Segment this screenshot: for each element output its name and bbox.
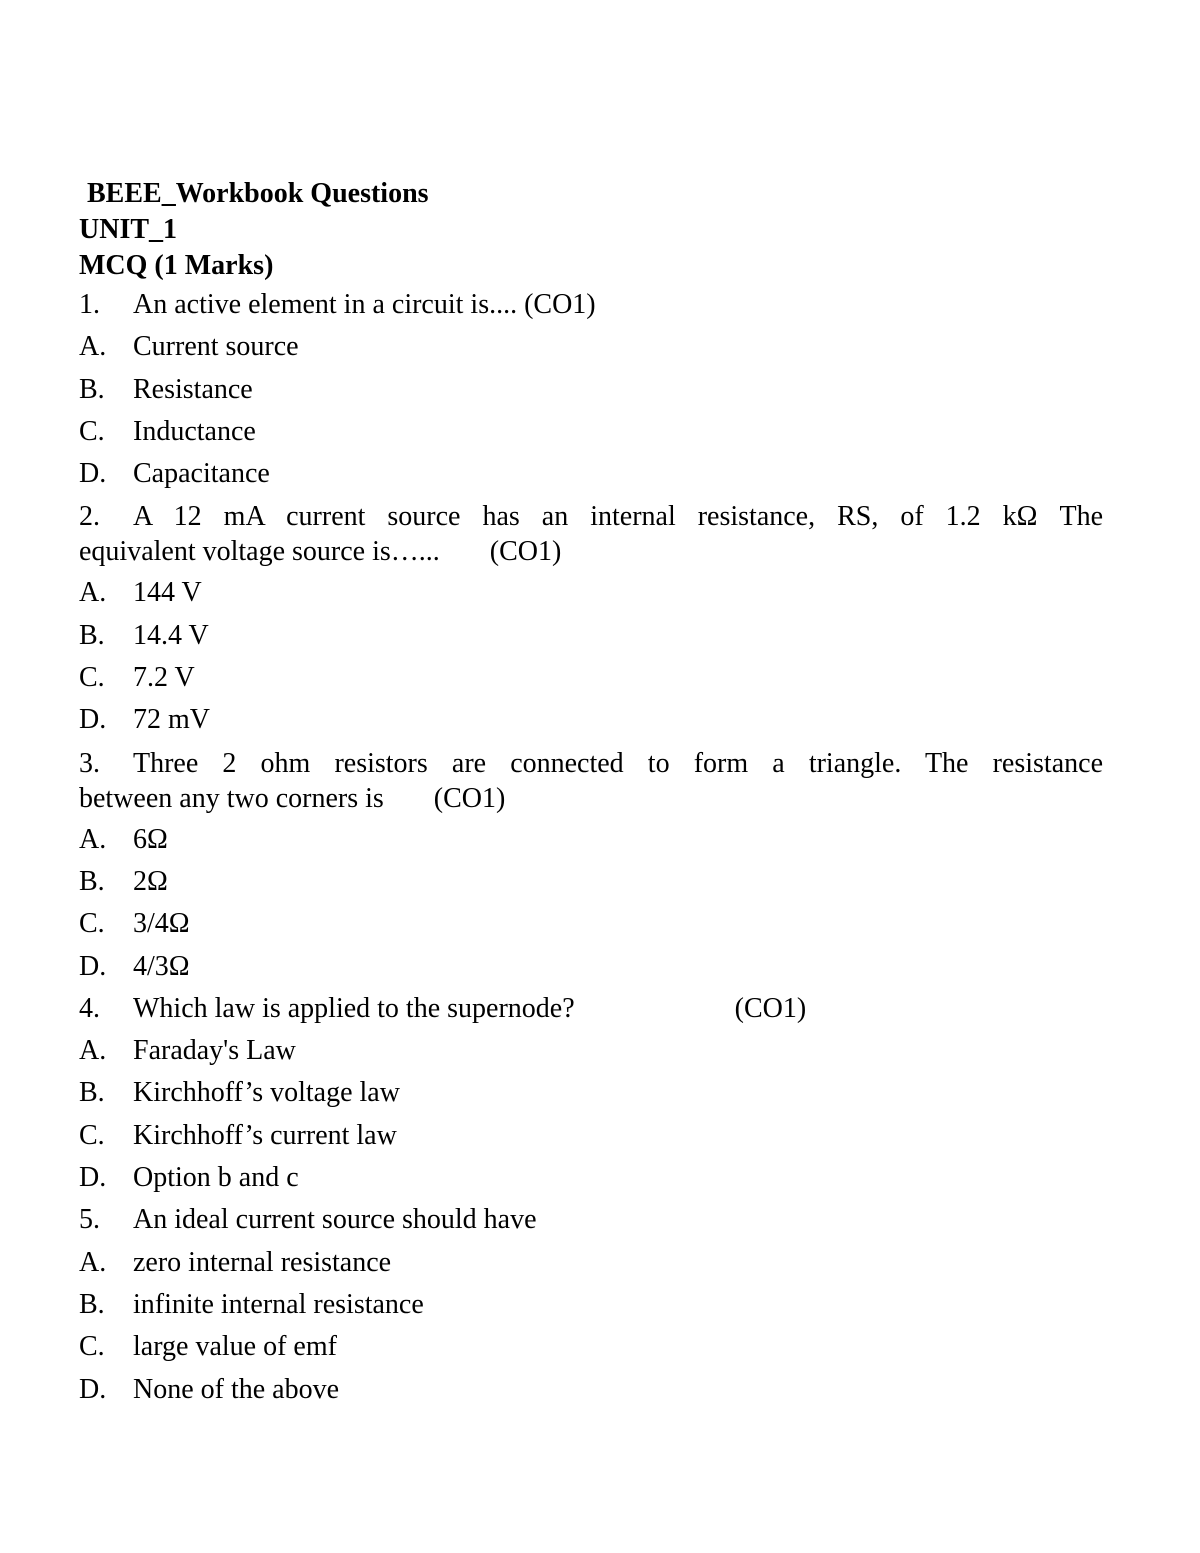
option-c — [79, 657, 1103, 699]
option-text: Capacitance — [133, 458, 270, 490]
option-label: A. — [79, 1246, 107, 1278]
option-text: 7.2 V — [133, 662, 195, 694]
section-heading: MCQ (1 Marks) — [79, 250, 274, 281]
question-number: 4. — [79, 992, 100, 1024]
option-d — [79, 453, 1103, 495]
question-text-line-2: between any two corners is — [79, 782, 384, 814]
option-text: infinite internal resistance — [133, 1288, 424, 1320]
option-label: C. — [79, 415, 105, 447]
option-text: Kirchhoff’s current law — [133, 1119, 397, 1151]
question-text: Which law is applied to the supernode? — [133, 992, 575, 1024]
option-c — [79, 1326, 1103, 1368]
course-outcome: (CO1) — [433, 782, 506, 814]
question-text-line-1: Three 2 ohm resistors are connected to form a triangle. The resistance — [133, 747, 1103, 779]
unit-heading: UNIT_1 — [79, 214, 178, 245]
option-b — [79, 615, 1103, 657]
option-text: Kirchhoff’s voltage law — [133, 1077, 400, 1109]
option-label: D. — [79, 950, 107, 982]
question-5 — [79, 1199, 1103, 1241]
option-a — [79, 819, 1103, 861]
option-c — [79, 411, 1103, 453]
question-3 — [79, 746, 1103, 816]
option-b — [79, 1072, 1103, 1114]
option-label: C. — [79, 1331, 105, 1363]
question-number: 3. — [79, 747, 100, 779]
option-text: Inductance — [133, 415, 256, 447]
course-outcome: (CO1) — [734, 992, 807, 1024]
option-text: 72 mV — [133, 704, 210, 736]
question-text-line-2: equivalent voltage source is…... — [79, 536, 440, 568]
question-2 — [79, 499, 1103, 569]
question-number: 1. — [79, 289, 100, 320]
option-b — [79, 369, 1103, 411]
document-body — [79, 176, 1103, 1411]
option-label: A. — [79, 823, 107, 855]
option-a — [79, 326, 1103, 368]
option-b — [79, 1284, 1103, 1326]
question-1 — [79, 284, 1103, 326]
option-label: B. — [79, 865, 105, 897]
option-a — [79, 1030, 1103, 1072]
option-label: B. — [79, 1077, 105, 1109]
option-label: A. — [79, 331, 107, 363]
option-text: 2Ω — [133, 865, 168, 897]
course-outcome: (CO1) — [489, 536, 562, 568]
option-label: C. — [79, 908, 105, 940]
option-text: 14.4 V — [133, 619, 209, 651]
option-label: D. — [79, 704, 107, 736]
option-text: Resistance — [133, 373, 253, 405]
option-d — [79, 1369, 1103, 1411]
option-label: C. — [79, 1119, 105, 1151]
option-label: A. — [79, 1035, 107, 1067]
option-text: 6Ω — [133, 823, 168, 855]
question-4 — [79, 988, 1103, 1030]
question-line-1 — [79, 499, 1103, 534]
option-label: D. — [79, 458, 107, 490]
question-text-line-1: A 12 mA current source has an internal resistance, RS, of 1.2 kΩ The — [133, 501, 1103, 533]
option-text: Current source — [133, 331, 299, 363]
question-line-1 — [79, 746, 1103, 781]
option-d — [79, 699, 1103, 741]
option-label: D. — [79, 1373, 107, 1405]
option-c — [79, 903, 1103, 945]
option-label: C. — [79, 662, 105, 694]
option-label: B. — [79, 619, 105, 651]
option-text: Faraday's Law — [133, 1035, 296, 1067]
option-text: 3/4Ω — [133, 908, 190, 940]
question-text: An ideal current source should have — [133, 1204, 537, 1236]
question-line-2 — [79, 534, 1103, 569]
option-c — [79, 1115, 1103, 1157]
option-label: B. — [79, 1288, 105, 1320]
option-a — [79, 1242, 1103, 1284]
option-d — [79, 946, 1103, 988]
option-label: A. — [79, 577, 107, 609]
option-text: 4/3Ω — [133, 950, 190, 982]
document-title: BEEE_Workbook Questions — [87, 178, 429, 209]
option-text: None of the above — [133, 1373, 340, 1405]
option-text: large value of emf — [133, 1331, 337, 1363]
question-number: 2. — [79, 501, 100, 533]
option-label: D. — [79, 1162, 107, 1194]
option-b — [79, 861, 1103, 903]
question-number: 5. — [79, 1204, 100, 1236]
option-d — [79, 1157, 1103, 1199]
question-text: An active element in a circuit is.... (CO1) — [133, 289, 596, 320]
option-label: B. — [79, 373, 105, 405]
option-text: 144 V — [133, 577, 202, 609]
question-line-2 — [79, 781, 1103, 816]
option-a — [79, 572, 1103, 614]
option-text: zero internal resistance — [133, 1246, 392, 1278]
option-text: Option b and c — [133, 1162, 299, 1194]
